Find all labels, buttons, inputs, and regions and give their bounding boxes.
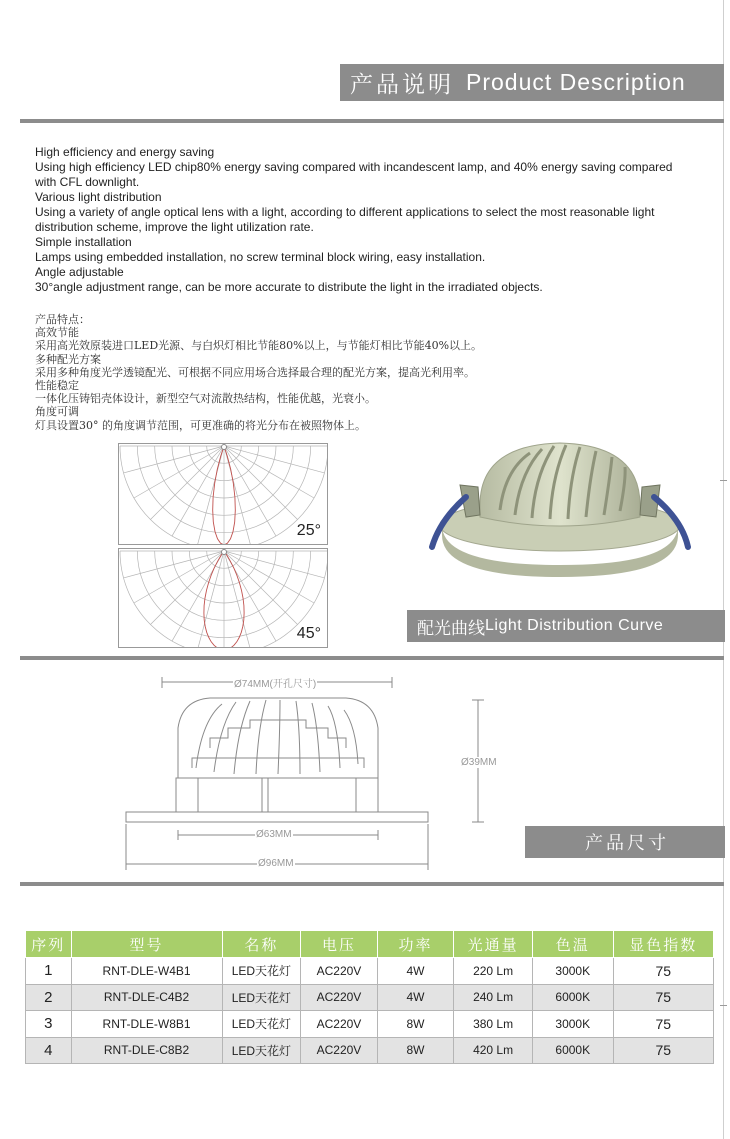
inner-dimension: Ø63MM [256, 829, 292, 840]
product-size-banner: 产品尺寸 [525, 826, 725, 858]
feature-heading: 性能稳定 [35, 379, 79, 393]
cell-index: 3 [26, 1011, 72, 1038]
origin-marker [222, 550, 227, 555]
grid-spoke [134, 446, 224, 498]
cell-name: LED天花灯 [222, 984, 301, 1011]
lamp-base [176, 778, 378, 812]
cell-voltage: AC220V [301, 1011, 378, 1038]
banner-title-cn: 产品说明 [350, 72, 454, 98]
grid-spoke [224, 446, 314, 498]
feature-text: 30°angle adjustment range, can be more accurate to distribute the light in the irradiated objects. [35, 280, 543, 294]
feature-heading: 角度可调 [35, 405, 79, 419]
spec-table [25, 930, 714, 1064]
feature-text: Using high efficiency LED chip80% energy saving compared with incandescent lamp, and 40% energy saving compared with CFL downlight. [35, 160, 673, 189]
feature-text: 采用高光效原装进口LED光源、与白炽灯相比节能80%以上，与节能灯相比节能40%以上。 [35, 339, 483, 353]
table-row [26, 1011, 714, 1038]
cell-power: 8W [377, 1037, 454, 1064]
col-header-color-temp: 色温 [532, 931, 613, 958]
dimension-drawing [110, 668, 500, 878]
cell-color-temp: 3000K [532, 1011, 613, 1038]
banner-title-en: Product Description [466, 69, 686, 95]
feature-title: 产品特点： [35, 313, 90, 326]
table-row [26, 958, 714, 985]
product-description-banner [340, 64, 724, 101]
origin-marker [222, 445, 227, 450]
col-header-voltage: 电压 [301, 931, 378, 958]
section-divider [20, 119, 724, 123]
feature-heading: 多种配光方案 [35, 352, 101, 366]
cell-luminous-flux: 240 Lm [454, 984, 533, 1011]
light-curve-45 [118, 548, 328, 648]
lamp-flange [126, 812, 428, 822]
cell-luminous-flux: 220 Lm [454, 958, 533, 985]
cell-index: 2 [26, 984, 72, 1011]
right-edge-tick [720, 1005, 727, 1006]
table-row [26, 984, 714, 1011]
cell-cri: 75 [613, 958, 713, 985]
cell-cri: 75 [613, 1011, 713, 1038]
grid-spoke [224, 551, 251, 648]
cell-color-temp: 3000K [532, 958, 613, 985]
feature-text: 一体化压铸铝壳体设计，新型空气对流散热结构，性能优越，光衰小。 [35, 392, 376, 406]
cell-name: LED天花灯 [222, 1037, 301, 1064]
grid-spoke [224, 551, 298, 625]
cell-voltage: AC220V [301, 984, 378, 1011]
col-header-power: 功率 [377, 931, 454, 958]
outer-dimension: Ø96MM [258, 858, 294, 869]
cell-luminous-flux: 420 Lm [454, 1037, 533, 1064]
cell-voltage: AC220V [301, 1037, 378, 1064]
cell-index: 4 [26, 1037, 72, 1064]
light-curve-25 [118, 443, 328, 545]
cell-model: RNT-DLE-W4B1 [71, 958, 222, 985]
cell-cri: 75 [613, 1037, 713, 1064]
cell-model: RNT-DLE-W8B1 [71, 1011, 222, 1038]
cell-name: LED天花灯 [222, 1011, 301, 1038]
feature-heading: Simple installation [35, 235, 132, 249]
section-divider [20, 882, 724, 886]
grid-spoke [197, 446, 224, 545]
cell-power: 4W [377, 958, 454, 985]
cell-model: RNT-DLE-C8B2 [71, 1037, 222, 1064]
cell-power: 4W [377, 984, 454, 1011]
feature-text: Using a variety of angle optical lens with a light, according to different applications to select the most reasonable light distribution scheme, improve the light utilization rate. [35, 205, 655, 234]
description-en [35, 145, 695, 295]
beam-angle-label: 45° [296, 625, 321, 642]
height-dimension: Ø39MM [461, 757, 497, 768]
cell-cri: 75 [613, 984, 713, 1011]
col-header-cri: 显色指数 [613, 931, 713, 958]
feature-heading: Angle adjustable [35, 265, 124, 279]
grid-spoke [150, 551, 224, 625]
table-header-row [26, 931, 714, 958]
right-edge-tick [720, 480, 727, 481]
heatsink-dome [480, 443, 640, 526]
cell-power: 8W [377, 1011, 454, 1038]
cell-model: RNT-DLE-C4B2 [71, 984, 222, 1011]
light-distribution-en: Light Distribution Curve [485, 617, 664, 634]
product-photo-downlight [420, 425, 700, 595]
col-header-luminous-flux: 光通量 [454, 931, 533, 958]
cutout-dimension: Ø74MM(开孔尺寸) [233, 675, 317, 690]
grid-spoke [224, 446, 251, 545]
beam-angle-label: 25° [296, 522, 321, 539]
cell-color-temp: 6000K [532, 984, 613, 1011]
grid-spoke [224, 446, 276, 536]
feature-text: Lamps using embedded installation, no screw terminal block wiring, easy installation. [35, 250, 486, 264]
feature-text: 灯具设置30° 的角度调节范围，可更准确的将光分布在被照物体上。 [35, 418, 366, 432]
grid-spoke [172, 446, 224, 536]
col-header-model: 型号 [71, 931, 222, 958]
col-header-name: 名称 [222, 931, 301, 958]
feature-heading: 高效节能 [35, 326, 79, 340]
feature-heading: High efficiency and energy saving [35, 145, 215, 159]
cell-index: 1 [26, 958, 72, 985]
light-distribution-banner [407, 610, 725, 642]
col-header-index: 序列 [26, 931, 72, 958]
cell-color-temp: 6000K [532, 1037, 613, 1064]
cell-voltage: AC220V [301, 958, 378, 985]
light-distribution-cn: 配光曲线 [417, 618, 485, 639]
right-edge-line [723, 0, 724, 1139]
grid-spoke [197, 551, 224, 648]
section-divider [20, 656, 724, 660]
feature-text: 采用多种角度光学透镜配光、可根据不同应用场合选择最合理的配光方案，提高光利用率。 [35, 365, 475, 379]
cell-name: LED天花灯 [222, 958, 301, 985]
description-cn [35, 313, 695, 432]
cell-luminous-flux: 380 Lm [454, 1011, 533, 1038]
table-row [26, 1037, 714, 1064]
feature-heading: Various light distribution [35, 190, 162, 204]
